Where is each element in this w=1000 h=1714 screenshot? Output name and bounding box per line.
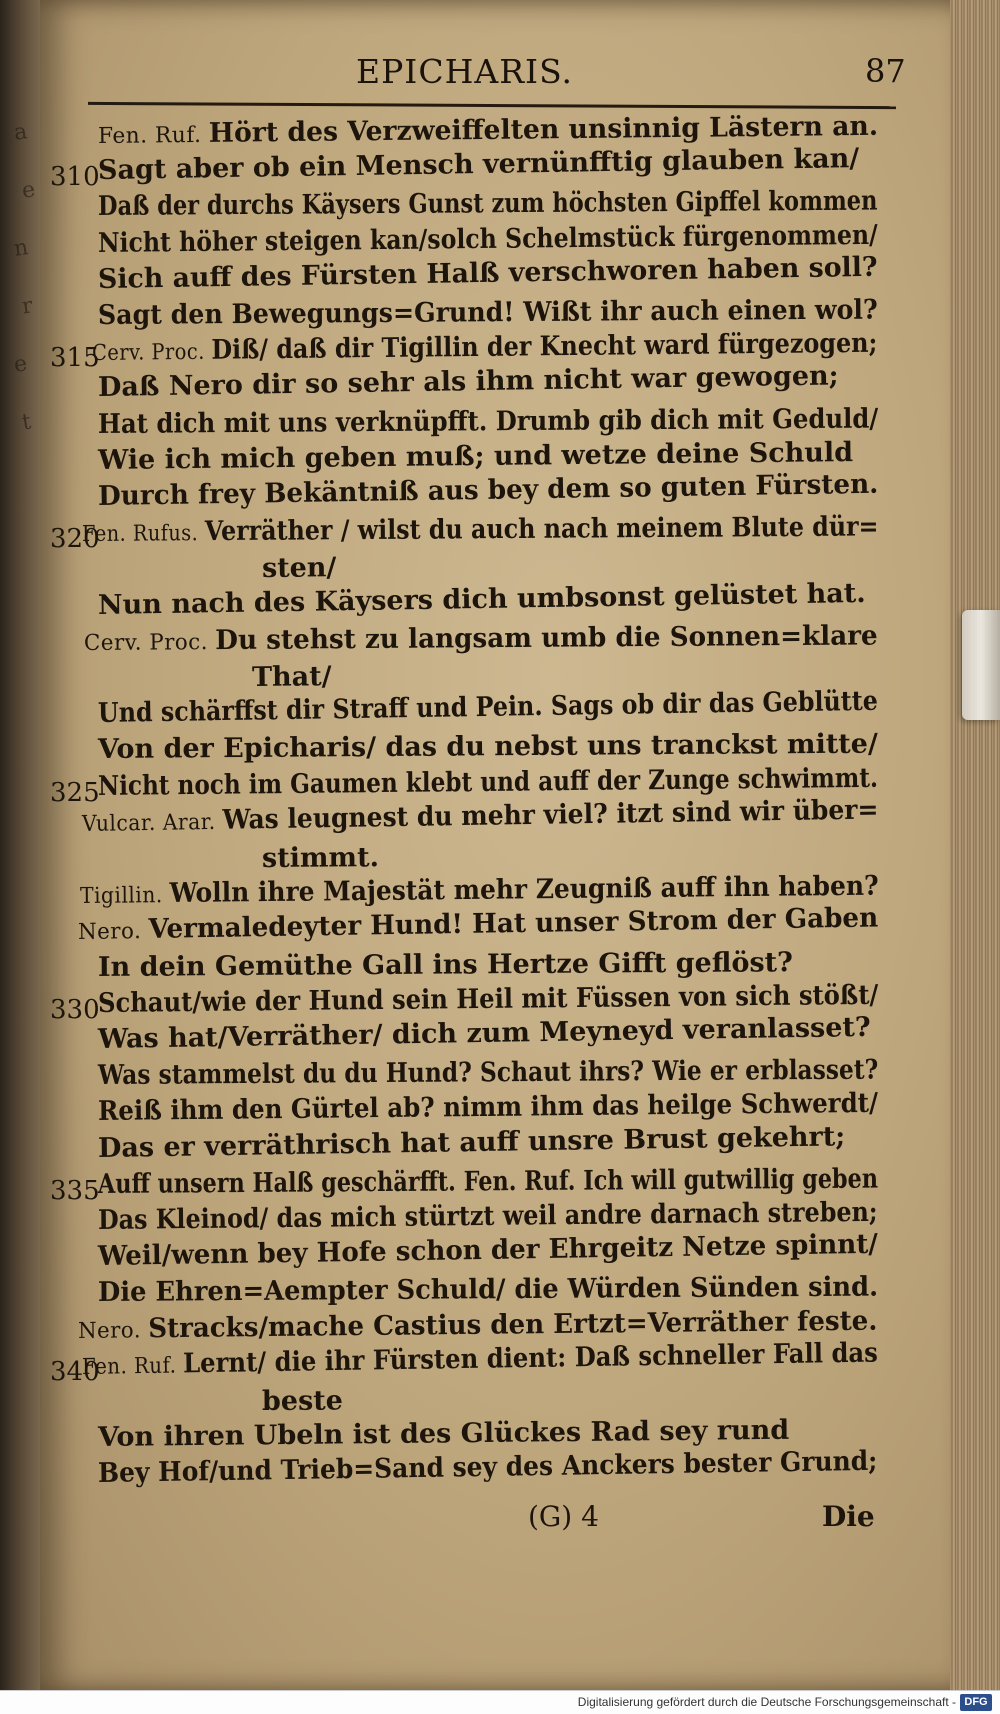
speaker-label: Fen. Rufus.	[81, 521, 205, 548]
verse-line	[84, 619, 878, 661]
verse-text-span: Die Ehren=Aempter Schuld/ die Würden Sünden sind.	[97, 1271, 879, 1309]
verse-text-span: Das er verräthrisch hat auff unsre Brust gekehrt;	[97, 1120, 846, 1164]
verse-text-span: Bey Hof/und Trieb=Sand sey des Anckers bester Grund;	[97, 1446, 878, 1490]
verse-text-span: Sagt den Bewegungs=Grund! Wißt ihr auch einen wol?	[97, 294, 878, 331]
gutter-bleed-char: a	[12, 119, 29, 146]
verse-line	[98, 728, 878, 767]
digitization-footer	[0, 1690, 1000, 1714]
verse-text-span: Reiß ihm den Gürtel ab? nimm ihm das heilge Schwerdt/	[97, 1088, 879, 1128]
verse-text-span: Stracks/mache Castius den Ertzt=Verräther feste.	[148, 1305, 878, 1344]
verse-line	[98, 946, 793, 985]
verse-text-span: beste	[261, 1385, 344, 1417]
verse-text-span: Nun nach des Käysers dich umbsonst gelüstet hat.	[97, 577, 866, 621]
verse-text-span: Daß Nero dir so sehr als ihm nicht war gewogen;	[97, 360, 839, 404]
gutter-bleed-char: e	[20, 177, 37, 204]
verse-text-span: Nicht höher steigen kan/solch Schelmstück fürgenommen/	[97, 219, 878, 259]
speaker-label: Nero.	[77, 1317, 149, 1344]
verse-text-span: Von der Epicharis/ das du nebst uns tranckst mitte/	[97, 728, 878, 766]
verse-line	[262, 841, 379, 876]
verse-text-span: Nicht noch im Gaumen klebt und auff der Zunge schwimmt.	[97, 762, 879, 802]
page-number: 87	[865, 52, 906, 90]
speaker-label: Nero.	[77, 919, 149, 946]
verse-text-span: Schaut/wie der Hund sein Heil mit Füssen von sich stößt/	[97, 979, 879, 1019]
verse-line	[262, 1384, 343, 1419]
verse-text-span: Du stehst zu langsam umb die Sonnen=klare	[215, 620, 878, 656]
verse-line	[98, 685, 878, 731]
verse-text-span: In dein Gemüthe Gall ins Hertze Gifft geflöst?	[97, 946, 794, 983]
line-number: 315	[50, 343, 100, 374]
verse-text-span: Weil/wenn bey Hofe schon der Ehrgeitz Netze spinnt/	[97, 1228, 879, 1273]
speaker-label: Cerv. Proc.	[83, 629, 216, 656]
line-number: 335	[50, 1175, 100, 1206]
verse-text-span: Hört des Verzweiffelten unsinnig Lästern an.	[208, 110, 879, 149]
speaker-label: Fen. Ruf.	[81, 1353, 184, 1380]
line-number: 330	[50, 994, 100, 1025]
verse-line	[262, 552, 337, 587]
catchword: Die	[822, 1500, 875, 1533]
verse-text-span: Wie ich mich geben muß; und wetze deine Schuld	[97, 436, 854, 476]
verse-text-span: Was leugnest du mehr viel? itzt sind wir über=	[222, 794, 879, 836]
verse-text-span: Auff unsern Halß geschärfft. Fen. Ruf. Ich will gutwillig geben	[97, 1163, 879, 1200]
verse-text-span: stimmt.	[261, 842, 380, 874]
verse-line	[98, 577, 866, 623]
speaker-label: Tigillin.	[79, 883, 170, 910]
verse-text-span: Durch frey Bekäntniß aus bey dem so guten Fürsten.	[97, 468, 879, 512]
verse-line	[98, 1162, 878, 1201]
speaker-label: Cerv. Proc.	[91, 339, 212, 367]
verse-text-span: Was hat/Verräther/ dich zum Meyneyd veranlasset?	[97, 1011, 871, 1055]
footer-credit: Digitalisierung gefördert durch die Deutsche Forschungsgemeinschaft -	[577, 1695, 956, 1709]
verse-text-span: Was stammelst du du Hund? Schaut ihrs? Wie er erblasset?	[97, 1054, 879, 1092]
verse-text-span: Das Kleinod/ das mich stürtzt weil andre darnach streben;	[97, 1196, 878, 1236]
verse-text-span: sten/	[261, 552, 337, 585]
verse-line	[252, 660, 332, 695]
verse-text-span: That/	[251, 661, 332, 693]
verse-text-span: Wolln ihre Majestät mehr Zeugniß auff ihn haben?	[169, 870, 879, 910]
gutter-bleed-char: e	[12, 351, 29, 378]
dfg-logo: DFG	[960, 1694, 992, 1711]
signature-mark: (G) 4	[528, 1500, 599, 1533]
verse-text-span: Hat dich mit uns verknüpfft. Drumb gib dich mit Geduld/	[97, 403, 879, 440]
verse-text-span: Diß/ daß dir Tigillin der Knecht ward fürgezogen;	[211, 327, 878, 366]
speaker-label: Vulcar. Arar.	[81, 809, 223, 837]
verse-text-span: Verräther / wilst du auch nach meinem Blute dür=	[204, 511, 879, 548]
verse-text-span: Lernt/ die ihr Fürsten dient: Daß schneller Fall das	[182, 1337, 879, 1380]
verse-text-span: Sich auff des Fürsten Halß verschworen haben soll?	[97, 251, 878, 295]
speaker-label: Fen. Ruf.	[97, 122, 209, 149]
line-number: 320	[50, 524, 100, 555]
verse-text-span: Und schärffst dir Straff und Pein. Sags ob dir das Geblütte	[97, 685, 879, 730]
verse-text-span: Sagt aber ob ein Mensch vernünfftig glauben kan/	[97, 143, 860, 187]
verse-text-span: Vermaledeyter Hund! Hat unser Strom der Gaben	[148, 902, 879, 946]
running-head: EPICHARIS.	[356, 52, 573, 91]
gutter-bleed-char: t	[20, 409, 33, 436]
line-number: 325	[50, 777, 100, 808]
verse-line	[98, 185, 878, 224]
gutter-bleed-char: r	[20, 293, 35, 320]
gutter-bleed-char: n	[12, 235, 30, 262]
line-number: 310	[50, 162, 100, 193]
verse-text-span: Von ihren Ubeln ist des Glückes Rad sey rund	[97, 1414, 790, 1454]
line-number: 340	[50, 1356, 100, 1387]
verse-line	[82, 511, 879, 553]
verse-line	[98, 402, 878, 441]
verse-text-span: Daß der durchs Käysers Gunst zum höchsten Gipffel kommen	[97, 185, 878, 223]
verse-line	[98, 1271, 878, 1310]
